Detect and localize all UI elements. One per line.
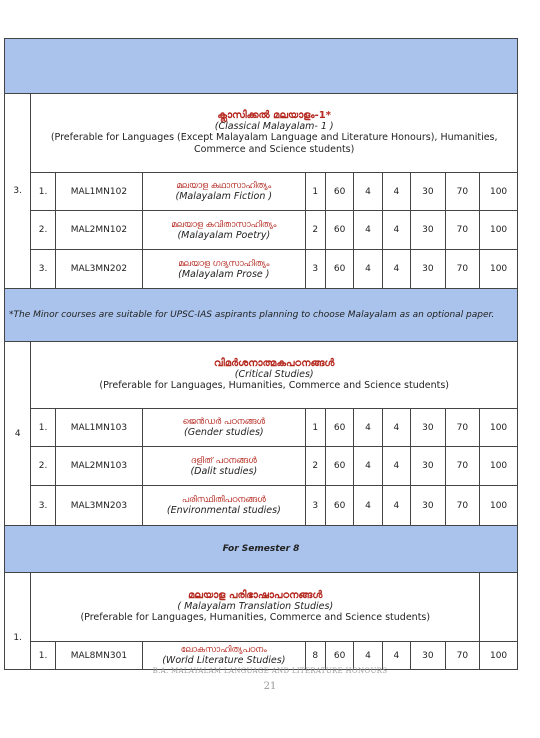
section-3-title-en: (Classical Malayalam- 1 ) <box>214 121 334 132</box>
semester-8-heading: For Semester 8 <box>5 526 518 573</box>
table-row <box>5 211 518 250</box>
semester: 1 <box>305 409 325 447</box>
table-row <box>5 173 518 211</box>
section-4-header <box>5 342 518 409</box>
hours-per-week: 4 <box>382 409 410 447</box>
course-title: ദളിത് പഠനങ്ങൾ (Dalit studies) <box>143 447 305 486</box>
semester: 3 <box>305 250 325 289</box>
credits: 4 <box>354 173 382 211</box>
row-no: 3. <box>31 250 55 289</box>
internal-marks: 30 <box>411 642 446 670</box>
section-3-serial: 3. <box>5 94 31 289</box>
total-marks: 100 <box>480 250 518 289</box>
credits: 4 <box>354 250 382 289</box>
credits: 4 <box>354 447 382 486</box>
hours-per-week: 4 <box>382 250 410 289</box>
section-4-title-ml: വിമർശനാത്മകപഠനങ്ങൾ <box>213 358 335 369</box>
row-no: 1. <box>31 642 55 670</box>
external-marks: 70 <box>445 486 480 526</box>
course-title: ലോകസാഹിത്യപഠനം (World Literature Studies) <box>143 642 305 670</box>
external-marks: 70 <box>445 211 480 250</box>
course-code: MAL1MN102 <box>55 173 142 211</box>
hours: 60 <box>325 173 353 211</box>
total-marks: 100 <box>480 447 518 486</box>
semester: 2 <box>305 447 325 486</box>
course-code: MAL8MN301 <box>55 642 142 670</box>
hours: 60 <box>325 409 353 447</box>
internal-marks: 30 <box>411 486 446 526</box>
course-title: പരിസ്ഥിതിപഠനങ്ങൾ (Environmental studies) <box>143 486 305 526</box>
credits: 4 <box>354 642 382 670</box>
credits: 4 <box>354 409 382 447</box>
semester: 2 <box>305 211 325 250</box>
total-marks: 100 <box>480 409 518 447</box>
hours-per-week: 4 <box>382 211 410 250</box>
course-title: മലയാള ഗദ്യസാഹിത്യം (Malayalam Prose ) <box>143 250 305 289</box>
courses-table <box>4 38 518 670</box>
row-no: 1. <box>31 173 55 211</box>
semester: 3 <box>305 486 325 526</box>
semester: 8 <box>305 642 325 670</box>
table-row <box>5 409 518 447</box>
course-code: MAL1MN103 <box>55 409 142 447</box>
row-no: 3. <box>31 486 55 526</box>
hours: 60 <box>325 447 353 486</box>
external-marks: 70 <box>445 250 480 289</box>
total-marks: 100 <box>480 642 518 670</box>
semester-8-title-en: ( Malayalam Translation Studies) <box>177 601 334 612</box>
external-marks: 70 <box>445 642 480 670</box>
internal-marks: 30 <box>411 173 446 211</box>
semester-8-title-ml: മലയാള പരിഭാഷാപഠനങ്ങൾ <box>188 590 323 601</box>
row-no: 2. <box>31 211 55 250</box>
hours: 60 <box>325 642 353 670</box>
table-row <box>5 447 518 486</box>
semester-8-section-header <box>5 573 518 642</box>
internal-marks: 30 <box>411 447 446 486</box>
hours-per-week: 4 <box>382 486 410 526</box>
external-marks: 70 <box>445 409 480 447</box>
minor-courses-note: *The Minor courses are suitable for UPSC-IAS aspirants planning to choose Malayalam as an optional paper. <box>5 289 518 342</box>
section-4-preference: (Preferable for Languages, Humanities, Commerce and Science students) <box>99 380 449 391</box>
table-row <box>5 486 518 526</box>
external-marks: 70 <box>445 447 480 486</box>
page-number: 21 <box>263 681 277 692</box>
row-no: 1. <box>31 409 55 447</box>
hours-per-week: 4 <box>382 173 410 211</box>
section-4-title-en: (Critical Studies) <box>234 369 314 380</box>
section-3-preference: (Preferable for Languages (Except Malayalam Language and Literature Honours), Humanities, Commerce and Science students) <box>50 132 498 155</box>
hours: 60 <box>325 250 353 289</box>
table-row <box>5 642 518 670</box>
section-4-serial: 4 <box>5 342 31 526</box>
internal-marks: 30 <box>411 409 446 447</box>
total-marks: 100 <box>480 173 518 211</box>
internal-marks: 30 <box>411 211 446 250</box>
course-title: ജെൻഡർ പഠനങ്ങൾ (Gender studies) <box>143 409 305 447</box>
semester-8-preference: (Preferable for Languages, Humanities, Commerce and Science students) <box>80 612 431 623</box>
semester: 1 <box>305 173 325 211</box>
section-3-title-ml: ക്ലാസിക്കൽ മലയാളം-1* <box>217 110 331 121</box>
credits: 4 <box>354 211 382 250</box>
total-marks: 100 <box>480 486 518 526</box>
row-no: 2. <box>31 447 55 486</box>
hours: 60 <box>325 486 353 526</box>
hours-per-week: 4 <box>382 642 410 670</box>
credits: 4 <box>354 486 382 526</box>
hours: 60 <box>325 211 353 250</box>
hours-per-week: 4 <box>382 447 410 486</box>
table-row <box>5 250 518 289</box>
course-title: മലയാള കവിതാസാഹിത്യം (Malayalam Poetry) <box>143 211 305 250</box>
page-footer-title: B.A. MALAYALAM LANGUAGE AND LITERATURE HONOURS <box>152 667 388 675</box>
internal-marks: 30 <box>411 250 446 289</box>
top-header-band <box>5 39 518 94</box>
semester-8-serial: 1. <box>5 573 31 670</box>
course-title: മലയാള കഥാസാഹിത്യം (Malayalam Fiction ) <box>143 173 305 211</box>
course-code: MAL2MN103 <box>55 447 142 486</box>
section-3-header <box>5 94 518 173</box>
course-code: MAL3MN202 <box>55 250 142 289</box>
external-marks: 70 <box>445 173 480 211</box>
course-code: MAL3MN203 <box>55 486 142 526</box>
total-marks: 100 <box>480 211 518 250</box>
semester-8-heading-row <box>5 526 518 573</box>
course-code: MAL2MN102 <box>55 211 142 250</box>
